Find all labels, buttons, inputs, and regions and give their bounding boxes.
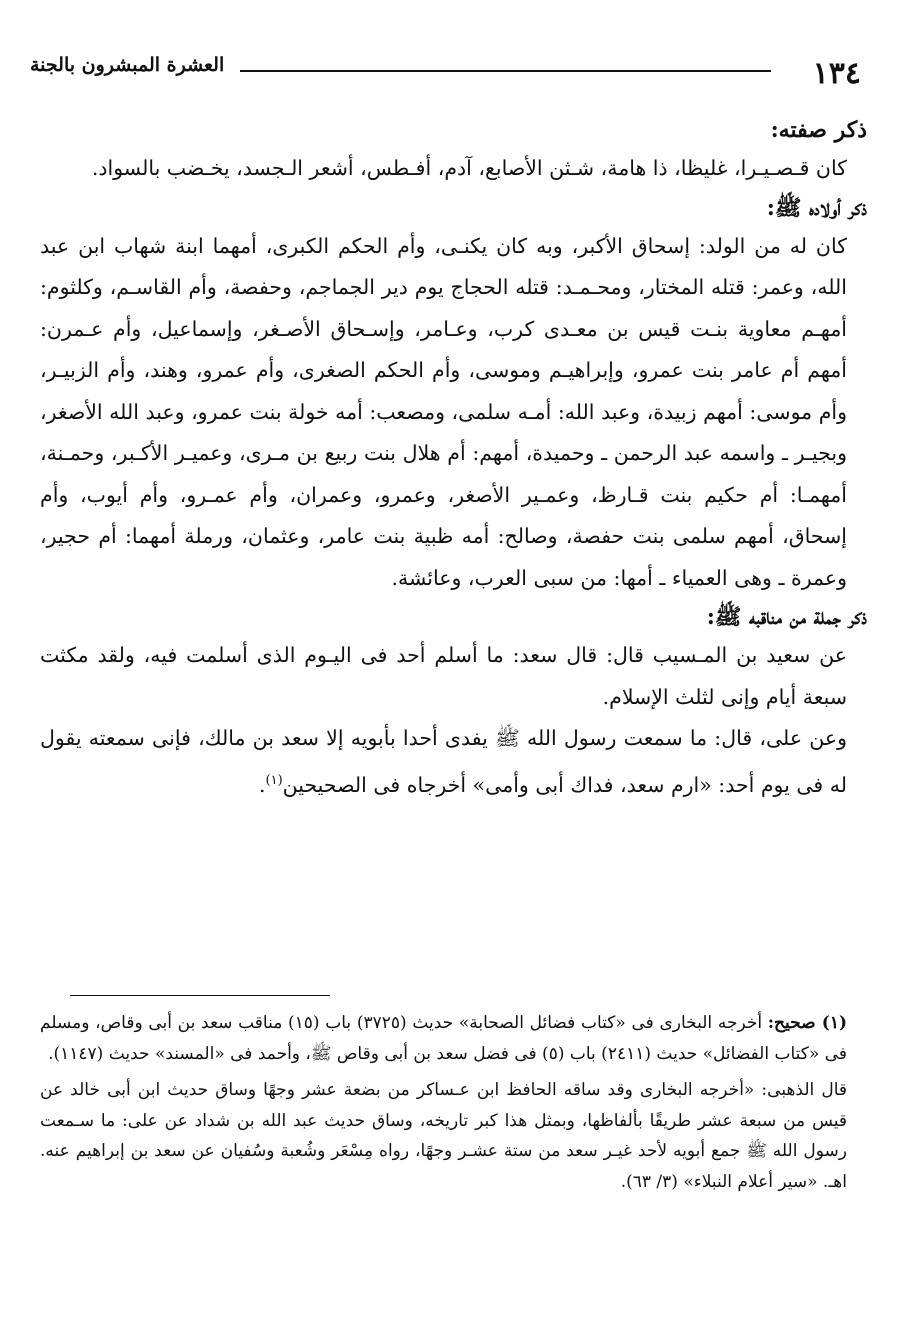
section-heading-virtues: ذكر جملة من مناقبه ﷺ: xyxy=(706,604,867,630)
section-heading-description: ذكر صفته: xyxy=(770,117,867,143)
footnote-1 xyxy=(40,1008,847,1069)
page-header xyxy=(30,52,861,92)
running-title: العشرة المبشرون بالجنة xyxy=(30,54,225,76)
footnote-label: (١) صحيح: xyxy=(767,1013,847,1033)
paragraph-description: كان قـصـيـرا، غليظا، ذا هامة، شـثن الأصابع، آدم، أفـطس، أشعر الـجسد، يخـضب بالسواد. xyxy=(91,156,847,180)
footnote-reference[interactable]: (١) xyxy=(265,772,283,788)
footnotes xyxy=(40,1008,847,1203)
footnote-rule xyxy=(70,995,330,996)
footnote-text: أخرجه البخارى فى «كتاب فضائل الصحابة» حديث (٣٧٢٥) باب (١٥) مناقب سعد بن أبى وقاص، ومسلم فى «كتاب الفضائل» حديث (٢٤١١) باب (٥) فى فضل سعد بن أبى وقاص ﷺ، وأحمد فى «المسند» حديث (١١٤٧). xyxy=(40,1013,847,1064)
footnote-quote: قال الذهبى: «أخرجه البخارى وقد ساقه الحافظ ابن عـساكر من بضعة عشر وجهًا وساق حديث ابن أبى خالد عن قيس من سبعة عشر طريقًا بألفاظها، وبمثل هذا كبر تاريخه، وساق حديث عبد الله بن شداد عن على: ما سـمعت رسول الله ﷺ جمع أبويه لأحد غيـر سعد من ستة عشـر وجهًا، رواه مِسْعَر وشُعبة وسُفيان عن سعد بن إبراهيم عنه. اهـ. «سير أعلام النبلاء» (٣/ ٦٣). xyxy=(40,1080,847,1192)
paragraph-virtue-2: وعن على، قال: ما سمعت رسول الله ﷺ يفدى أحدا بأبويه إلا سعد بن مالك، فإنى سمعته يقول له فى يوم أحد: «ارم سعد، فداك أبى وأمى» أخرجاه فى الصحيحين$^{(١)}$. xyxy=(40,726,847,797)
paragraph-virtue-2-text: وعن على، قال: ما سمعت رسول الله ﷺ يفدى أحدا بأبويه إلا سعد بن مالك، فإنى سمعته يقول له فى يوم أحد: «ارم سعد، فداك أبى وأمى» أخرجاه فى الصحيحين xyxy=(40,726,847,797)
page-number: ١٣٤ xyxy=(812,56,861,91)
paragraph-virtue-1: عن سعيد بن المـسيب قال: قال سعد: ما أسلم أحد فى اليـوم الذى أسلمت فيه، ولقد مكثت سبعة أيام وإنى لثلث الإسلام. xyxy=(40,643,847,709)
page-body xyxy=(40,112,867,806)
paragraph-children: كان له من الولد: إسحاق الأكبر، وبه كان يكنـى، وأم الحكم الكبرى، أمهما ابنة شهاب ابن عبد الله، وعمر: قتله المختار، ومحـمـد: قتله الحجاج يوم دير الجماجم، وحفصة، وأم القاسـم، وكلثوم: أمهـم معاوية بنـت قيس بن معـدى كرب، وعـامر، وإسـحاق الأصـغر، وإسماعيل، وأم عـمرن: أمهم أم عامر بنت عمرو، وإبراهيـم وموسى، وأم الحكم الصغرى، وأم عمرو، وهند، وأم الزبيـر، وأم موسى: أمهم زبيدة، وعبد الله: أمـه سلمى، ومصعب: أمه خولة بنت عمرو، وعبد الله الأصغر، وبجيـر ـ واسمه عبد الرحمن ـ وحميدة، أمهم: أم هلال بنت ربيع بن مـرى، وعميـر الأكـبر، وحمـنة، أمهمـا: أم حكيم بنت قـارظ، وعمـير الأصغر، وعمرو، وعمران، وأم عمـرو، وأم أيوب، وأم إسحاق، أمهم سلمى بنت حفصة، وصالح: أمه ظبية بنت عامر، وعثمان، ورملة أمهما: أم حجير، وعمرة ـ وهى العمياء ـ أمها: من سبى العرب، وعائشة. xyxy=(40,233,847,590)
section-heading-children: ذكر أولاده ﷺ: xyxy=(766,194,867,221)
header-rule xyxy=(240,70,771,72)
